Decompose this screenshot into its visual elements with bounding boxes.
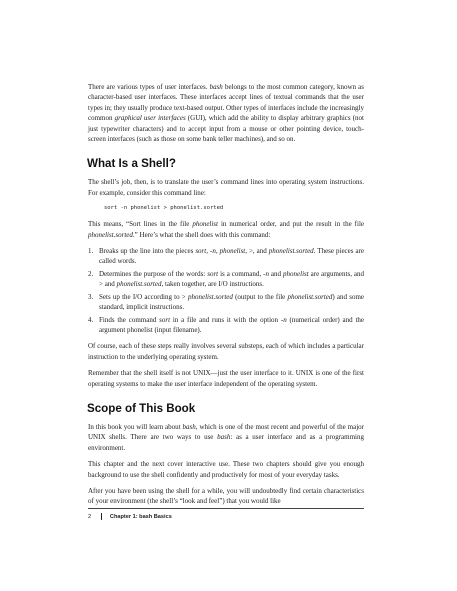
- list-item-text: Sets up the I/O according to > phonelist.sorted (output to the file phonelist.sorted) and some standard, implicit instructions.: [99, 292, 364, 312]
- list-item: [88, 246, 364, 267]
- italic-run: -n: [209, 247, 216, 256]
- italic-run: phonelist.sorted: [268, 247, 314, 256]
- italic-run: -n: [263, 269, 269, 278]
- italic-run: bash: [217, 433, 231, 442]
- heading-what-is-a-shell: What Is a Shell?: [87, 157, 176, 171]
- italic-run: phonelist.sorted: [88, 230, 133, 239]
- italic-run: sort: [195, 247, 207, 256]
- italic-run: phonelist.sorted: [116, 280, 162, 289]
- after-paragraph: After you have been using the shell for a while, you will undoubtedly find certain characteristics of your environment (the shell’s “look and feel”) that you would like: [88, 486, 364, 506]
- footer-separator: [101, 513, 102, 520]
- of-course-paragraph: Of course, each of these steps really involves several substeps, each of which includes a particular instruction to the underlying operating system.: [88, 342, 364, 361]
- page-number: 2: [88, 513, 92, 520]
- intro-paragraph: There are various types of user interfaces. bash belongs to the most common category, known as character-based user interfaces. These interfaces accept lines of textual commands that the user types in; they usually produce text-based output. Other types of interfaces include the increasingly common graphical user interfaces (GUI), which add the ability to display arbitrary graphics (not just typewriter characters) and to accept input from a mouse or other pointing device, touch-screen interfaces (such as those on some bank teller machines), and so on.: [88, 83, 364, 144]
- italic-run: bash: [182, 422, 196, 431]
- list-item-number: 3.: [88, 292, 94, 301]
- italic-run: phonelist: [219, 247, 246, 256]
- scope-paragraph: In this book you will learn about bash, which is one of the most recent and powerful of the major UNIX shells. There are two ways to use bash: as a user interface and as a programming environment.: [88, 422, 364, 452]
- means-paragraph: This means, “Sort lines in the file phonelist in numerical order, and put the result in the file phonelist.sorted.” Here’s what the shell does with this command:: [88, 220, 364, 239]
- heading-scope-of-this-book: Scope of This Book: [87, 401, 196, 415]
- list-item-number: 4.: [88, 315, 94, 324]
- footer-text: [88, 513, 364, 520]
- text-column: [88, 82, 364, 513]
- list-item-text: Breaks up the line into the pieces sort, -n, phonelist, >, and phonelist.sorted. These pieces are called words.: [99, 247, 365, 266]
- italic-run: phonelist: [283, 269, 309, 278]
- remember-paragraph: Remember that the shell itself is not UNIX—just the user interface to it. UNIX is one of the first operating systems to make the user interface independent of the operating system.: [88, 369, 364, 388]
- italic-run: phonelist.sorted: [187, 292, 233, 301]
- page-footer: [88, 508, 364, 520]
- italic-run: -n: [280, 315, 287, 324]
- list-item-text: Determines the purpose of the words: sort is a command, -n and phonelist are arguments, and > and phonelist.sorted, taken together, are I/O instructions.: [99, 269, 365, 289]
- list-item: [88, 269, 364, 290]
- list-item: [88, 292, 364, 313]
- footer-rule: [88, 508, 364, 509]
- command-line-example: sort -n phonelist > phonelist.sorted: [104, 205, 224, 212]
- italic-run: graphical user interfaces: [114, 114, 186, 123]
- chapter-coverage-paragraph: This chapter and the next cover interactive use. These two chapters should give you enough background to use the shell confidently and productively for most of your everyday tasks.: [88, 460, 364, 479]
- chapter-title: bash Basics: [139, 513, 172, 520]
- italic-run: bash: [209, 83, 223, 91]
- list-item: [88, 315, 364, 336]
- list-item-number: 1.: [88, 247, 94, 256]
- italic-run: phonelist.sorted: [287, 292, 333, 301]
- shell-steps-list: [88, 246, 364, 335]
- italic-run: sort: [159, 315, 171, 324]
- list-item-text: Finds the command sort in a file and runs it with the option -n (numerical order) and the argument phonelist (input filename).: [99, 315, 365, 334]
- shell-job-paragraph: The shell’s job, then, is to translate the user’s command lines into operating system instructions. For example, consider this command line:: [88, 178, 364, 197]
- list-item-number: 2.: [88, 269, 94, 278]
- italic-run: phonelist: [192, 220, 218, 229]
- italic-run: sort: [207, 269, 219, 278]
- chapter-label: Chapter 1:: [109, 513, 138, 520]
